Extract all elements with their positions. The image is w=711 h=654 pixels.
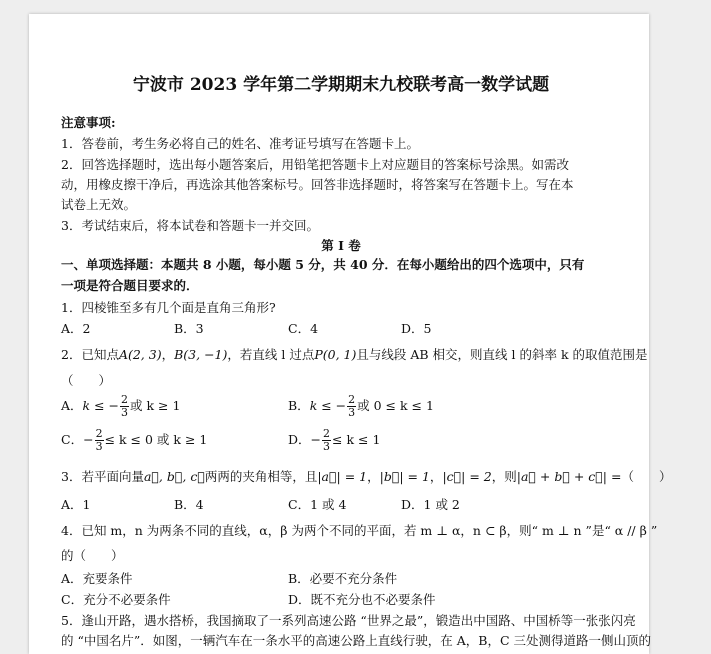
q1-option-b: B．3 — [174, 321, 204, 336]
q2-d-den: 3 — [323, 440, 331, 453]
section-heading: 一、单项选择题：本题共 8 小题，每小题 5 分，共 40 分．在每小题给出的四个选项中，只有 — [61, 257, 585, 272]
q2-d-post: ≤ k ≤ 1 — [332, 432, 381, 447]
notice-item-2-end: 试卷上无效。 — [61, 197, 137, 212]
q3-stem: 3．若平面向量a⃗, b⃗, c⃗两两的夹角相等，且|a⃗| = 1，|b⃗| = 1，|c⃗| = 2，则|a⃗ + b⃗ + c⃗| =（ ） — [61, 469, 672, 484]
q2-a-num: 2 — [121, 393, 128, 406]
q2-b-num: 2 — [348, 393, 356, 406]
q4-option-c: C．充分不必要条件 — [61, 592, 171, 607]
q2-stem — [61, 345, 648, 363]
q2-point-b: B(3, −1) — [174, 347, 228, 362]
q3-vectors: a⃗, b⃗, c⃗ — [143, 469, 205, 484]
q2-d-fraction — [322, 428, 331, 453]
q5-line-1: 5．逢山开路，遇水搭桥，我国摘取了一系列高速公路 “世界之最”，锻造出中国路、中国桥等一张张闪亮 — [61, 613, 636, 628]
q4-stem-cont: 的（ ） — [61, 548, 124, 563]
q1-option-c: C．4 — [288, 321, 319, 336]
q2-c-num: 2 — [95, 427, 103, 440]
q2-point-p: P(0, 1) — [314, 347, 357, 362]
q4-option-a: A．充要条件 — [61, 571, 133, 586]
q2-a-post: 或 k ≥ 1 — [130, 398, 181, 413]
q2-option-d — [288, 428, 380, 453]
q3-option-a: A．1 — [61, 497, 91, 512]
q3-text-1: 3．若平面向量 — [61, 469, 144, 484]
q3-option-d: D．1 或 2 — [401, 497, 460, 512]
q3-text-2: 两两的夹角相等，且 — [204, 469, 318, 484]
notice-item-3: 3．考试结束后，将本试卷和答题卡一并交回。 — [61, 218, 319, 233]
q4-option-d: D．既不充分也不必要条件 — [288, 592, 436, 607]
q2-d-num: 2 — [323, 427, 331, 440]
q1-stem: 1．四棱锥至多有几个面是直角三角形? — [61, 300, 276, 315]
q3-cond-b: |b⃗| = 1 — [379, 469, 430, 484]
q3-option-c: C．1 或 4 — [288, 497, 347, 512]
q3-cond-c: |c⃗| = 2 — [442, 469, 492, 484]
q3-paren: （ ） — [621, 469, 672, 484]
q3-sum: |a⃗ + b⃗ + c⃗| = — [516, 469, 622, 484]
q2-a-label: A． — [61, 398, 83, 413]
q2-b-fraction — [347, 394, 356, 419]
q5-line-2: 的 “中国名片”．如图，一辆汽车在一条水平的高速公路上直线行驶，在 A，B，C 三处测得道路一侧山顶的 — [61, 633, 651, 648]
q2-c-post: ≤ k ≤ 0 或 k ≥ 1 — [104, 432, 208, 447]
q1-option-d: D．5 — [401, 321, 432, 336]
page-title: 宁波市 2023 学年第二学期期末九校联考高一数学试题 — [132, 75, 550, 95]
q2-c-label: C． — [61, 432, 84, 447]
q2-text-2: ， — [161, 347, 175, 362]
q2-b-pre: k ≤ − — [309, 398, 347, 413]
q3-text-3: ，则 — [491, 469, 517, 484]
notice-item-1: 1．答卷前，考生务必将自己的姓名、准考证号填写在答题卡上。 — [61, 136, 419, 151]
q2-text-1: 2．已知点 — [61, 347, 119, 362]
q2-text-4: 且与线段 AB 相交，则直线 l 的斜率 k 的取值范围是 — [356, 347, 648, 362]
q4-stem: 4．已知 m，n 为两条不同的直线，α，β 为两个不同的平面，若 m ⊥ α，n ⊂ β，则“ m ⊥ n ”是“ α // β ” — [61, 523, 658, 538]
q2-c-fraction — [95, 428, 104, 453]
q2-d-label: D． — [288, 432, 311, 447]
q2-c-pre: − — [83, 432, 94, 447]
notice-item-2-cont: 动，用橡皮擦干净后，再选涂其他答案标号。回答非选择题时，将答案写在答题卡上。写在本 — [61, 177, 574, 192]
q2-option-c — [61, 428, 207, 453]
q2-option-b — [288, 394, 434, 419]
q2-a-fraction — [120, 394, 129, 419]
q2-point-a: A(2, 3) — [118, 347, 162, 362]
q2-b-label: B． — [288, 398, 310, 413]
q2-d-pre: − — [310, 432, 322, 447]
q2-a-den: 3 — [121, 406, 128, 419]
q2-b-den: 3 — [348, 406, 356, 419]
q2-paren: （ ） — [61, 373, 112, 388]
q2-option-a — [61, 394, 180, 419]
q2-c-den: 3 — [95, 440, 103, 453]
section-heading-cont: 一项是符合题目要求的． — [61, 278, 199, 293]
notice-item-2: 2．回答选择题时，选出每小题答案后，用铅笔把答题卡上对应题目的答案标号涂黑。如需改 — [61, 157, 569, 172]
q2-b-post: 或 0 ≤ k ≤ 1 — [357, 398, 434, 413]
q2-a-pre: k ≤ − — [82, 398, 119, 413]
document-page — [29, 14, 672, 654]
q2-text-3: ，若直线 l 过点 — [227, 347, 315, 362]
q3-option-b: B．4 — [174, 497, 204, 512]
volume-heading: 第 I 卷 — [321, 238, 361, 253]
notice-heading: 注意事项: — [61, 115, 116, 130]
q1-option-a: A．2 — [61, 321, 91, 336]
q4-option-b: B．必要不充分条件 — [288, 571, 398, 586]
q3-cond-a: |a⃗| = 1 — [317, 469, 368, 484]
